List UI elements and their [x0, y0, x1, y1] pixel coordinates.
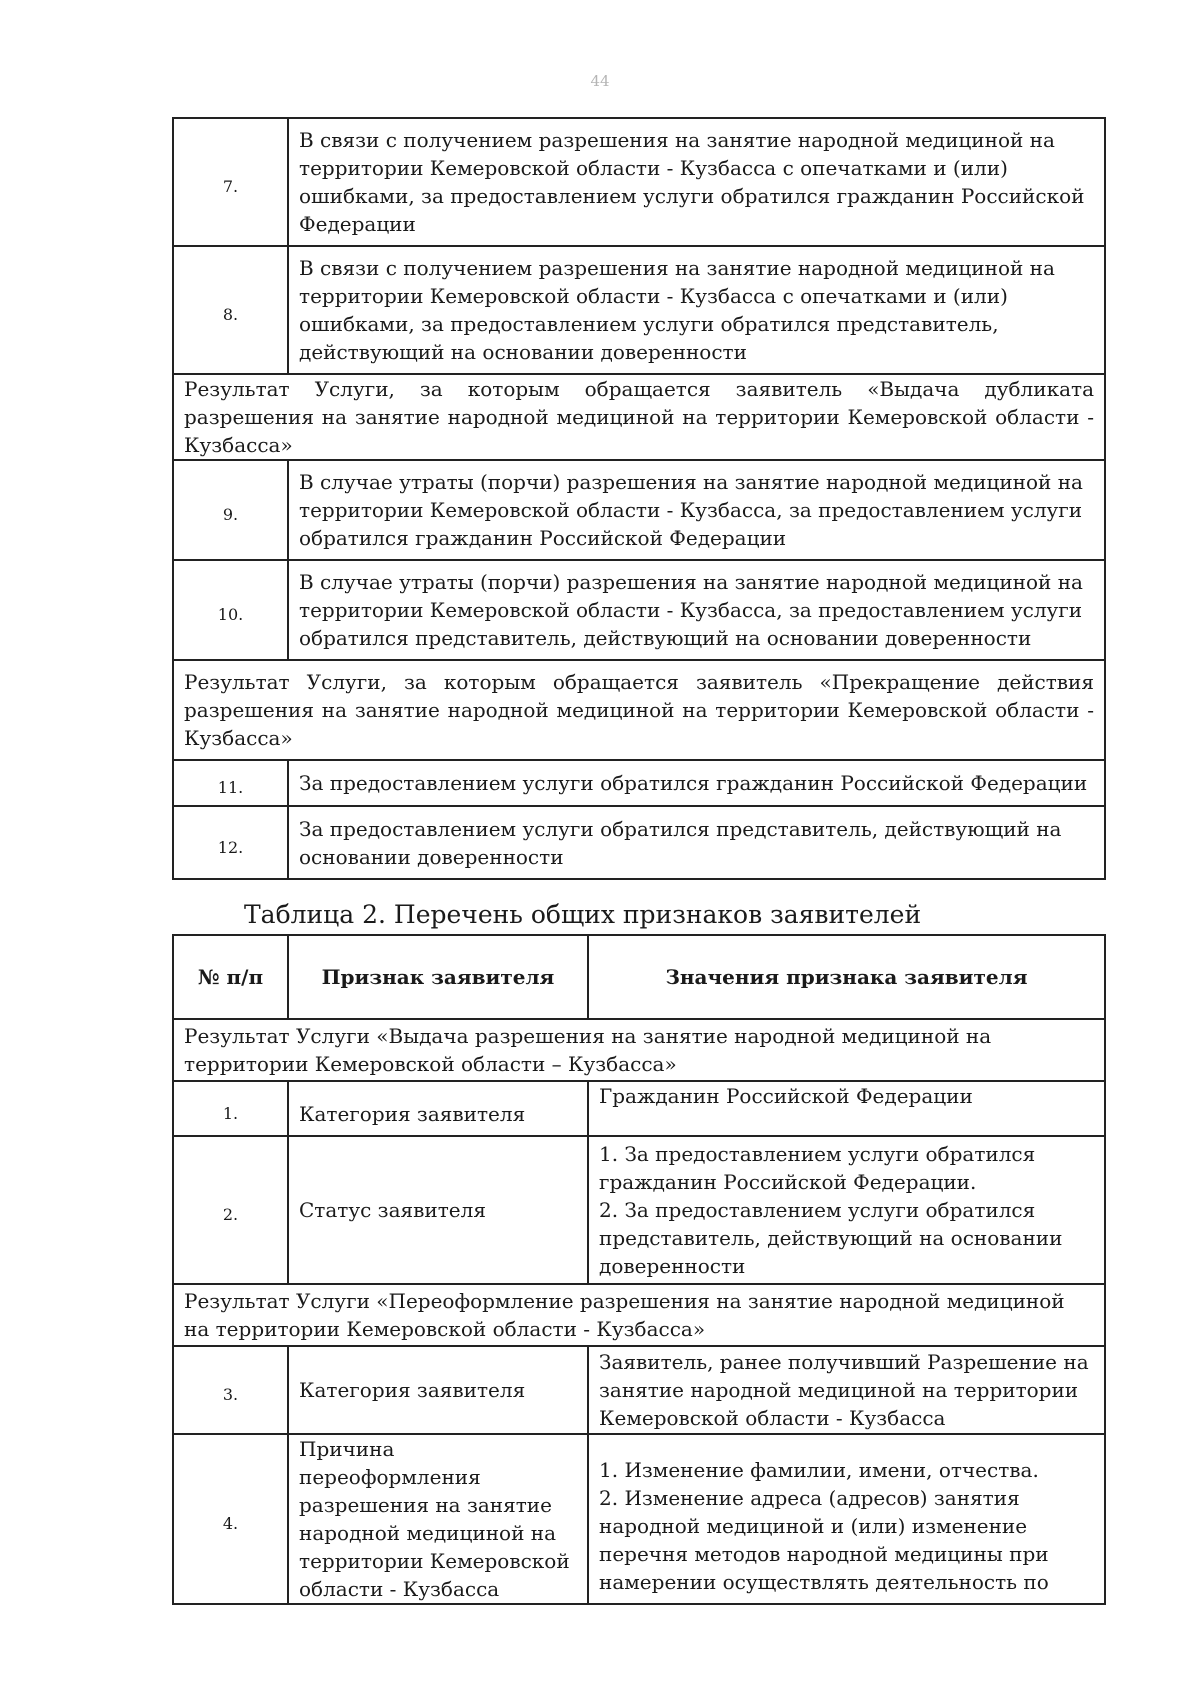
result-row-termination: [173, 660, 1105, 760]
header-values: Значения признака заявителя: [588, 935, 1105, 1019]
row-number: 11.: [173, 760, 288, 806]
attribute-cell: Статус заявителя: [288, 1136, 588, 1284]
row-number: 3.: [173, 1346, 288, 1434]
result-row-reissue: [173, 1284, 1105, 1346]
value-item: 1. За предоставлением услуги обратился гражданин Российской Федерации.: [599, 1142, 1036, 1194]
value-item: 2. За предоставлением услуги обратился представитель, действующий на основании доверенности: [599, 1198, 1063, 1278]
row-number: 1.: [173, 1081, 288, 1136]
page-number: 44: [590, 72, 610, 90]
row-number: 9.: [173, 460, 288, 560]
table-row: [173, 760, 1105, 806]
header-attribute: Признак заявителя: [288, 935, 588, 1019]
table-row: [173, 246, 1105, 374]
row-description: В случае утраты (порчи) разрешения на занятие народной медициной на территории Кемеровской области - Кузбасса, за предоставлением услуги обратился представитель, действующий на основании доверенности: [288, 560, 1105, 660]
value-item: 1. Изменение фамилии, имени, отчества.: [599, 1458, 1039, 1482]
value-cell: [588, 1434, 1105, 1604]
table-row: [173, 1346, 1105, 1434]
applicant-variants-table: [172, 117, 1106, 880]
table-row: [173, 1434, 1105, 1604]
row-number: 10.: [173, 560, 288, 660]
header-row: [173, 935, 1105, 1019]
result-heading: Результат Услуги «Переоформление разрешения на занятие народной медициной на территории Кемеровской области - Кузбасса»: [173, 1284, 1105, 1346]
row-description: В связи с получением разрешения на занятие народной медициной на территории Кемеровской области - Кузбасса с опечатками и (или) ошибками, за предоставлением услуги обратился гражданин Российской Федерации: [288, 118, 1105, 246]
row-description: За предоставлением услуги обратился гражданин Российской Федерации: [288, 760, 1105, 806]
value-cell: Гражданин Российской Федерации: [588, 1081, 1105, 1136]
attribute-cell: Причина переоформления разрешения на занятие народной медициной на территории Кемеровской области - Кузбасса: [288, 1434, 588, 1604]
row-number: 12.: [173, 806, 288, 879]
row-number: 7.: [173, 118, 288, 246]
row-description: За предоставлением услуги обратился представитель, действующий на основании доверенности: [288, 806, 1105, 879]
row-description: В связи с получением разрешения на занятие народной медициной на территории Кемеровской области - Кузбасса с опечатками и (или) ошибками, за предоставлением услуги обратился представитель, действующий на основании доверенности: [288, 246, 1105, 374]
result-row-duplicate: [173, 374, 1105, 460]
row-description: В случае утраты (порчи) разрешения на занятие народной медициной на территории Кемеровской области - Кузбасса, за предоставлением услуги обратился гражданин Российской Федерации: [288, 460, 1105, 560]
attribute-cell: Категория заявителя: [288, 1346, 588, 1434]
applicant-attributes-table: [172, 934, 1106, 1605]
result-heading: Результат Услуги, за которым обращается заявитель «Выдача дубликата разрешения на занятие народной медициной на территории Кемеровской области - Кузбасса»: [173, 374, 1105, 460]
table-row: [173, 560, 1105, 660]
table-row: [173, 1081, 1105, 1136]
result-row-issue: [173, 1019, 1105, 1081]
table-row: [173, 1136, 1105, 1284]
table-row: [173, 118, 1105, 246]
table-caption: Таблица 2. Перечень общих признаков заявителей: [244, 900, 922, 929]
row-number: 8.: [173, 246, 288, 374]
value-item: 2. Изменение адреса (адресов) занятия народной медициной и (или) изменение перечня методов народной медицины при намерении осуществлять деятельность по: [599, 1486, 1049, 1594]
row-number: 2.: [173, 1136, 288, 1284]
table-row: [173, 460, 1105, 560]
table-row: [173, 806, 1105, 879]
value-cell: Заявитель, ранее получивший Разрешение на занятие народной медициной на территории Кемеровской области - Кузбасса: [588, 1346, 1105, 1434]
value-cell: [588, 1136, 1105, 1284]
header-number: № п/п: [173, 935, 288, 1019]
attribute-cell: Категория заявителя: [288, 1081, 588, 1136]
row-number: 4.: [173, 1434, 288, 1604]
result-heading: Результат Услуги, за которым обращается заявитель «Прекращение действия разрешения на занятие народной медициной на территории Кемеровской области - Кузбасса»: [173, 660, 1105, 760]
result-heading: Результат Услуги «Выдача разрешения на занятие народной медициной на территории Кемеровской области – Кузбасса»: [173, 1019, 1105, 1081]
